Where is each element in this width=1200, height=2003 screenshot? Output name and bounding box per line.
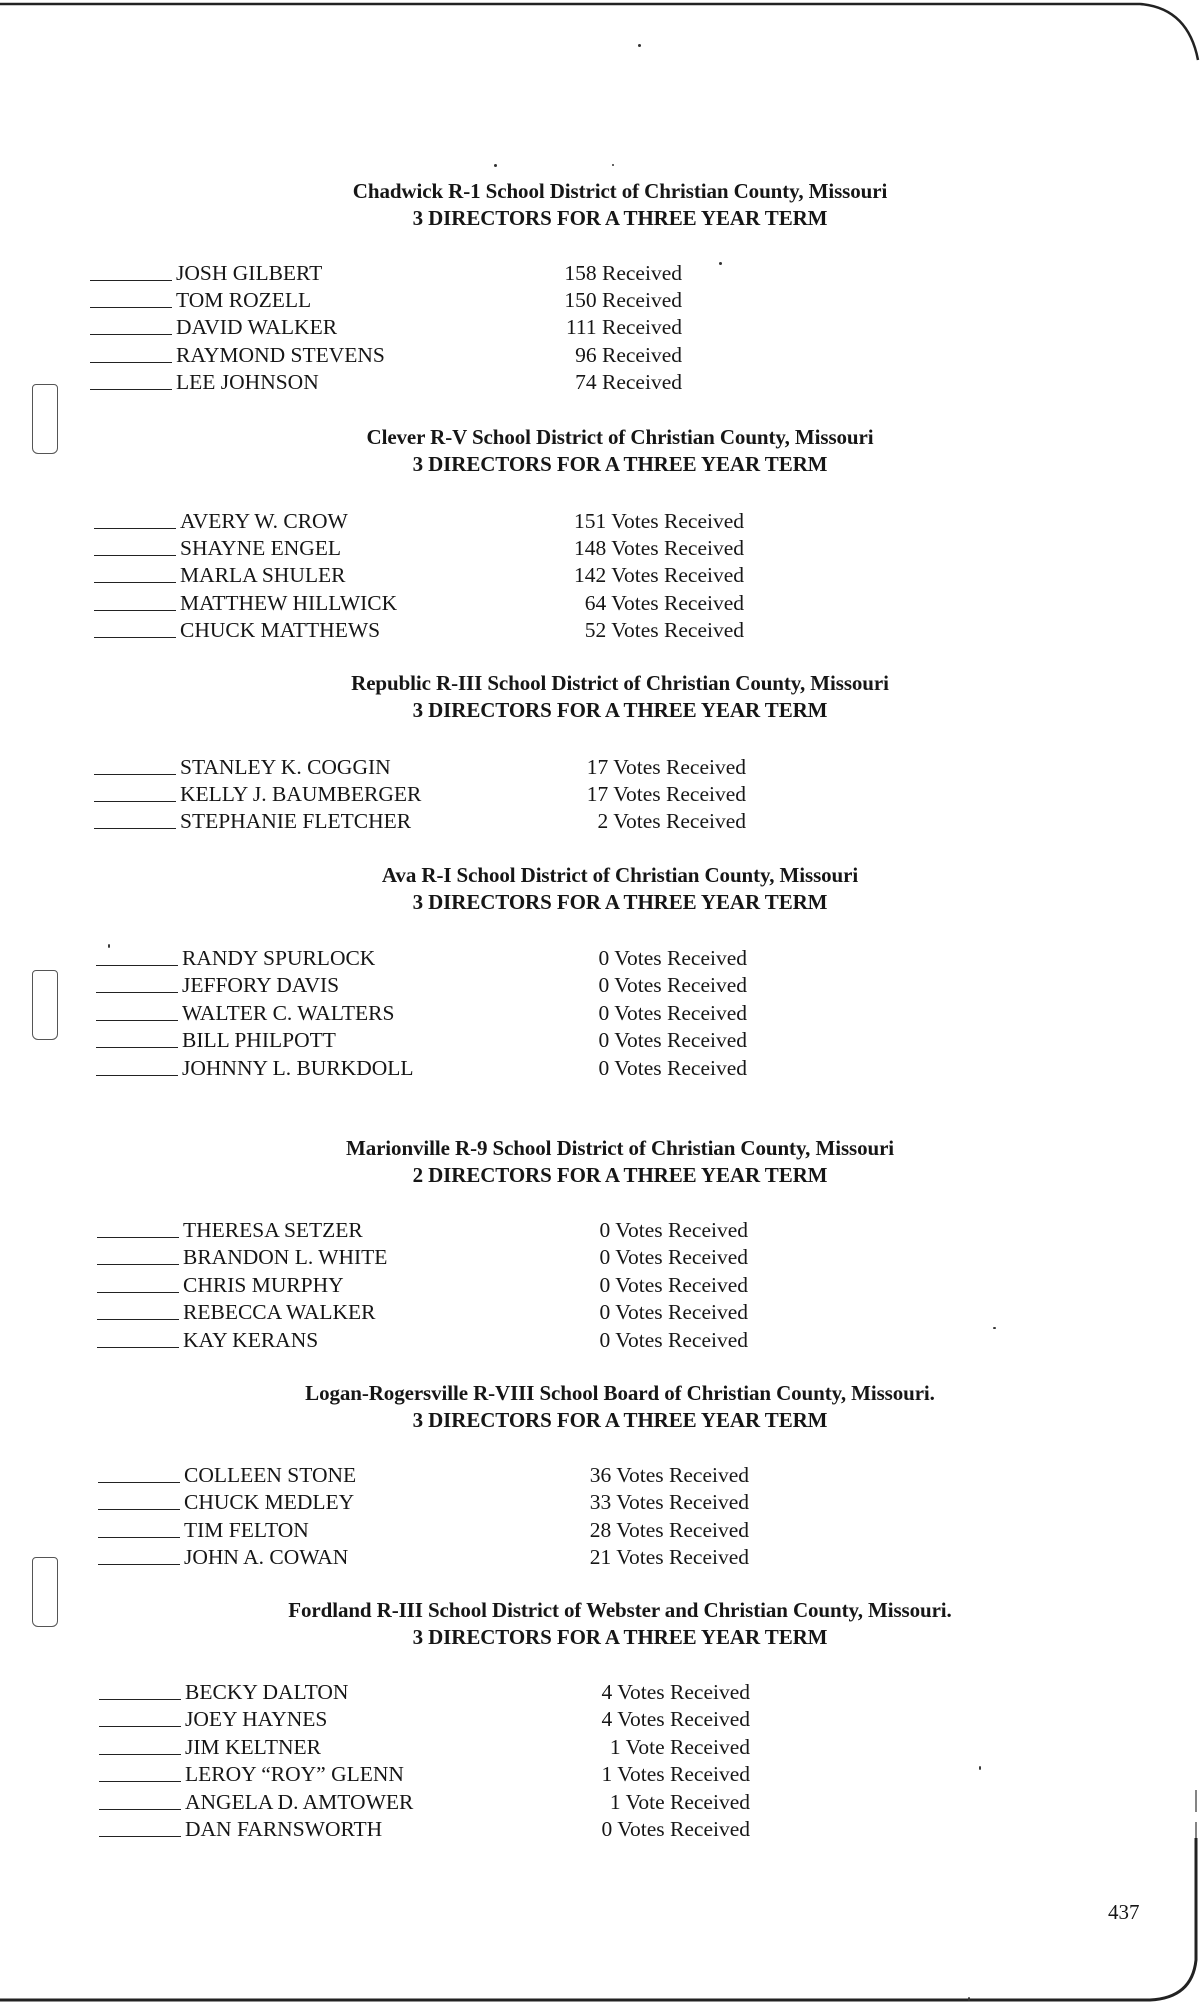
candidate-name: JOSH GILBERT xyxy=(176,261,323,285)
mark-blank-line[interactable] xyxy=(90,307,172,308)
candidate-row xyxy=(96,1027,747,1054)
mark-blank-line[interactable] xyxy=(94,637,176,638)
candidate-name: AVERY W. CROW xyxy=(180,509,348,533)
scan-speck xyxy=(993,1327,996,1329)
candidate-row xyxy=(99,1706,750,1733)
candidate-name: STANLEY K. COGGIN xyxy=(180,755,391,779)
district-title: Logan-Rogersville R-VIII School Board of Christian County, Missouri. xyxy=(305,1381,935,1405)
vote-count: 0 Votes Received xyxy=(598,1028,747,1053)
candidate-name: CHUCK MATTHEWS xyxy=(180,617,381,642)
candidate-name: JOHN A. COWAN xyxy=(184,1545,349,1570)
candidate-name: KAY KERANS xyxy=(183,1327,319,1352)
candidate-name: STEPHANIE FLETCHER xyxy=(180,809,412,834)
candidate-name: BILL PHILPOTT xyxy=(182,1028,336,1053)
vote-count: 1 Vote Received xyxy=(609,1734,750,1759)
candidate-name: JOEY HAYNES xyxy=(185,1707,328,1732)
candidate-name: DAVID WALKER xyxy=(176,315,338,340)
district-title: Republic R-III School District of Christian County, Missouri xyxy=(351,671,889,695)
candidate-name: CHRIS MURPHY xyxy=(183,1272,344,1297)
vote-count: 52 Votes Received xyxy=(584,617,744,642)
mark-blank-line[interactable] xyxy=(90,362,172,363)
candidate-row xyxy=(96,1055,747,1082)
scan-speck xyxy=(494,164,497,167)
candidate-row xyxy=(90,369,682,396)
vote-count: 111 Received xyxy=(565,315,682,340)
candidate-row xyxy=(94,590,744,617)
mark-blank-line[interactable] xyxy=(99,1754,181,1755)
section-header xyxy=(240,424,1000,478)
vote-count: 0 Votes Received xyxy=(599,1245,748,1270)
mark-blank-line[interactable] xyxy=(96,965,178,966)
candidate-name: THERESA SETZER xyxy=(183,1218,363,1242)
candidate-name: JIM KELTNER xyxy=(185,1734,321,1759)
candidate-row xyxy=(99,1761,750,1788)
vote-count: 0 Votes Received xyxy=(599,1272,748,1297)
vote-count: 158 Received xyxy=(564,261,682,285)
term-heading: 3 DIRECTORS FOR A THREE YEAR TERM xyxy=(412,890,828,914)
district-title: Ava R-I School District of Christian County, Missouri xyxy=(381,863,859,887)
term-heading: 2 DIRECTORS FOR A THREE YEAR TERM xyxy=(412,1163,828,1187)
vote-count: 4 Votes Received xyxy=(601,1680,750,1704)
candidate-row xyxy=(98,1462,749,1489)
candidate-name: LEROY “ROY” GLENN xyxy=(185,1762,404,1787)
term-heading: 3 DIRECTORS FOR A THREE YEAR TERM xyxy=(412,1625,828,1649)
mark-blank-line[interactable] xyxy=(96,1075,178,1076)
candidate-row xyxy=(97,1244,748,1271)
candidate-name: RANDY SPURLOCK xyxy=(182,946,376,970)
vote-count: 36 Votes Received xyxy=(589,1463,749,1487)
scan-speck xyxy=(968,1997,970,2001)
candidate-name: TOM ROZELL xyxy=(176,288,312,313)
candidate-row xyxy=(97,1217,748,1244)
vote-count: 1 Vote Received xyxy=(609,1789,750,1814)
mark-blank-line[interactable] xyxy=(94,528,176,529)
scan-speck xyxy=(719,262,722,265)
vote-count: 142 Votes Received xyxy=(574,563,744,588)
vote-count: 0 Votes Received xyxy=(598,946,747,970)
candidate-name: REBECCA WALKER xyxy=(183,1300,376,1325)
mark-blank-line[interactable] xyxy=(94,582,176,583)
mark-blank-line[interactable] xyxy=(96,992,178,993)
candidate-row xyxy=(94,562,744,589)
mark-blank-line[interactable] xyxy=(99,1781,181,1782)
candidate-row xyxy=(94,781,746,808)
candidate-name: KELLY J. BAUMBERGER xyxy=(180,782,422,807)
candidate-name: WALTER C. WALTERS xyxy=(182,1000,395,1025)
candidate-name: TIM FELTON xyxy=(184,1517,309,1542)
term-heading: 3 DIRECTORS FOR A THREE YEAR TERM xyxy=(412,452,828,476)
candidate-row xyxy=(90,314,682,341)
vote-count: 96 Received xyxy=(575,342,682,367)
vote-count: 0 Votes Received xyxy=(599,1218,748,1242)
candidate-row xyxy=(97,1327,748,1354)
vote-count: 21 Votes Received xyxy=(589,1545,749,1570)
candidate-row xyxy=(97,1272,748,1299)
vote-count: 0 Votes Received xyxy=(598,973,747,998)
vote-count: 4 Votes Received xyxy=(601,1707,750,1732)
candidate-row xyxy=(94,808,746,835)
scan-speck xyxy=(612,164,614,166)
candidate-name: COLLEEN STONE xyxy=(184,1463,357,1487)
vote-count: 151 Votes Received xyxy=(574,509,744,533)
section-header xyxy=(240,862,1000,916)
candidate-row xyxy=(94,754,746,781)
candidate-row xyxy=(98,1544,749,1571)
candidate-row xyxy=(99,1816,750,1843)
scan-speck xyxy=(638,44,641,47)
mark-blank-line[interactable] xyxy=(98,1537,180,1538)
candidate-row xyxy=(90,342,682,369)
candidate-name: JEFFORY DAVIS xyxy=(182,973,340,998)
candidate-row xyxy=(96,1000,747,1027)
mark-blank-line[interactable] xyxy=(90,280,172,281)
candidate-name: RAYMOND STEVENS xyxy=(176,342,385,367)
mark-blank-line[interactable] xyxy=(98,1482,180,1483)
district-title: Clever R-V School District of Christian County, Missouri xyxy=(366,425,874,449)
vote-count: 0 Votes Received xyxy=(601,1817,750,1841)
candidate-row xyxy=(98,1517,749,1544)
candidate-row xyxy=(99,1789,750,1816)
candidate-row xyxy=(94,508,744,535)
candidate-row xyxy=(99,1734,750,1761)
section-header xyxy=(240,1380,1000,1434)
candidate-row xyxy=(97,1299,748,1326)
candidate-row xyxy=(94,617,744,644)
candidate-row xyxy=(90,287,682,314)
candidate-name: DAN FARNSWORTH xyxy=(185,1817,383,1841)
mark-blank-line[interactable] xyxy=(97,1237,179,1238)
mark-blank-line[interactable] xyxy=(90,389,172,390)
candidate-name: SHAYNE ENGEL xyxy=(180,536,342,561)
vote-count: 33 Votes Received xyxy=(589,1490,749,1515)
mark-blank-line[interactable] xyxy=(94,610,176,611)
vote-count: 28 Votes Received xyxy=(589,1517,749,1542)
candidate-row xyxy=(98,1489,749,1516)
page-number: 437 xyxy=(1108,1900,1140,1924)
term-heading: 3 DIRECTORS FOR A THREE YEAR TERM xyxy=(412,1408,828,1432)
candidate-name: MARLA SHULER xyxy=(180,563,346,588)
vote-count: 0 Votes Received xyxy=(598,1000,747,1025)
term-heading: 3 DIRECTORS FOR A THREE YEAR TERM xyxy=(412,698,828,722)
candidate-name: BECKY DALTON xyxy=(185,1680,349,1704)
scan-speck xyxy=(979,1766,981,1770)
section-header xyxy=(240,178,1000,232)
candidate-row xyxy=(94,535,744,562)
vote-count: 17 Votes Received xyxy=(586,755,746,779)
mark-blank-line[interactable] xyxy=(96,1020,178,1021)
mark-blank-line[interactable] xyxy=(94,801,176,802)
section-header xyxy=(240,670,1000,724)
candidate-name: LEE JOHNSON xyxy=(176,369,319,394)
vote-count: 0 Votes Received xyxy=(598,1055,747,1080)
candidate-row xyxy=(96,945,747,972)
mark-blank-line[interactable] xyxy=(97,1347,179,1348)
district-title: Chadwick R-1 School District of Christian County, Missouri xyxy=(352,179,888,203)
vote-count: 17 Votes Received xyxy=(586,782,746,807)
candidate-name: MATTHEW HILLWICK xyxy=(180,590,398,615)
mark-blank-line[interactable] xyxy=(94,555,176,556)
vote-count: 0 Votes Received xyxy=(599,1327,748,1352)
candidate-row xyxy=(90,260,682,287)
candidate-row xyxy=(99,1679,750,1706)
mark-blank-line[interactable] xyxy=(94,774,176,775)
mark-blank-line[interactable] xyxy=(99,1809,181,1810)
mark-blank-line[interactable] xyxy=(97,1292,179,1293)
section-header xyxy=(240,1135,1000,1189)
vote-count: 0 Votes Received xyxy=(599,1300,748,1325)
candidate-row xyxy=(96,972,747,999)
mark-blank-line[interactable] xyxy=(99,1699,181,1700)
mark-blank-line[interactable] xyxy=(99,1836,181,1837)
district-title: Marionville R-9 School District of Christian County, Missouri xyxy=(345,1136,895,1160)
mark-blank-line[interactable] xyxy=(98,1564,180,1565)
vote-count: 150 Received xyxy=(564,288,682,313)
mark-blank-line[interactable] xyxy=(97,1264,179,1265)
vote-count: 1 Votes Received xyxy=(601,1762,750,1787)
binder-hole-middle xyxy=(32,970,58,1040)
mark-blank-line[interactable] xyxy=(96,1047,178,1048)
district-title: Fordland R-III School District of Webster and Christian County, Missouri. xyxy=(288,1598,952,1622)
mark-blank-line[interactable] xyxy=(94,828,176,829)
vote-count: 64 Votes Received xyxy=(584,590,744,615)
mark-blank-line[interactable] xyxy=(90,334,172,335)
section-header xyxy=(240,1597,1000,1651)
candidate-name: JOHNNY L. BURKDOLL xyxy=(182,1055,414,1080)
vote-count: 148 Votes Received xyxy=(574,536,744,561)
mark-blank-line[interactable] xyxy=(98,1509,180,1510)
mark-blank-line[interactable] xyxy=(99,1726,181,1727)
binder-hole-bottom xyxy=(32,1557,58,1627)
candidate-name: CHUCK MEDLEY xyxy=(184,1490,355,1515)
vote-count: 74 Received xyxy=(575,369,682,394)
candidate-name: BRANDON L. WHITE xyxy=(183,1245,388,1270)
binder-hole-top xyxy=(32,384,58,454)
candidate-name: ANGELA D. AMTOWER xyxy=(185,1789,414,1814)
term-heading: 3 DIRECTORS FOR A THREE YEAR TERM xyxy=(412,206,828,230)
vote-count: 2 Votes Received xyxy=(597,809,746,834)
mark-blank-line[interactable] xyxy=(97,1319,179,1320)
